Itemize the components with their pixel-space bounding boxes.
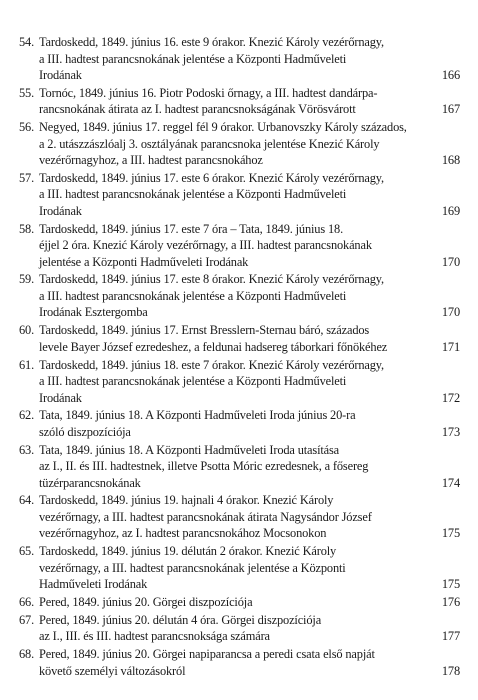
page-number: 168: [441, 153, 460, 168]
page-number: 169: [441, 203, 460, 218]
page-number: 175: [441, 526, 460, 541]
entry-line: Tornóc, 1849. június 16. Piotr Podoski őrnagy, a III. hadtest dandárpa-: [39, 85, 378, 100]
page-number: 166: [441, 68, 460, 82]
entry-line: Negyed, 1849. június 17. reggel fél 9 órakor. Urbanovszky Károly százados,: [39, 120, 407, 135]
entry-number: 68.: [19, 647, 35, 662]
entry-line: vezérőrnagy, a III. hadtest parancsnokának átirata Nagysándor József: [39, 509, 372, 524]
entry-number: 62.: [19, 408, 35, 423]
page-number: 178: [441, 663, 460, 678]
toc-entry: [19, 594, 460, 611]
page-number: 170: [441, 254, 460, 269]
toc-entry: [19, 322, 460, 355]
toc-entry: [19, 221, 460, 271]
entry-number: 55.: [19, 85, 35, 100]
entry-text: [19, 271, 460, 321]
toc-entry: [19, 612, 460, 645]
page-number: 171: [441, 339, 460, 354]
entry-text: [19, 85, 460, 118]
entry-line: rancsnokának átirata az I. hadtest parancsnokságának Vörösvárott: [39, 102, 356, 117]
entry-line: Tardoskedd, 1849. június 17. este 8 órakor. Knezić Károly vezérőrnagy,: [39, 272, 384, 287]
toc-entry: [19, 271, 460, 321]
entry-line: az I., III. és III. hadtest parancsnoksága számára: [39, 629, 270, 644]
entry-line: Tardoskedd, 1849. június 17. este 6 órakor. Knezić Károly vezérőrnagy,: [39, 170, 384, 185]
entry-line: Pered, 1849. június 20. délután 4 óra. Görgei diszpozíciója: [39, 612, 322, 627]
toc-entry: [19, 119, 460, 169]
entry-text: [19, 357, 460, 407]
entry-line: Tardoskedd, 1849. június 17. este 7 óra – Tata, 1849. június 18.: [39, 221, 344, 236]
entry-line: Hadműveleti Irodának: [39, 577, 148, 592]
page-number: 170: [441, 305, 460, 320]
entry-line: Irodának: [39, 68, 82, 82]
entry-line: a III. hadtest parancsnokának jelentése a Központi Hadműveleti: [39, 374, 347, 389]
entry-line: Tardoskedd, 1849. június 17. Ernst Bresslern-Sternau báró, százados: [39, 323, 370, 338]
table-of-contents: [19, 34, 460, 680]
entry-line: Tardoskedd, 1849. június 19. hajnali 4 órakor. Knezić Károly: [39, 493, 334, 508]
entry-number: 64.: [19, 493, 35, 508]
toc-entry: [19, 34, 460, 84]
entry-number: 54.: [19, 35, 35, 49]
toc-entry: [19, 442, 460, 492]
page-number: 174: [441, 475, 460, 490]
entry-line: Tata, 1849. június 18. A Központi Hadműveleti Iroda utasítása: [39, 442, 340, 457]
entry-line: követő személyi változásokról: [39, 663, 186, 678]
entry-text: [19, 170, 460, 220]
entry-number: 59.: [19, 272, 35, 287]
entry-line: Irodának Esztergomba: [39, 305, 148, 320]
entry-number: 63.: [19, 442, 35, 457]
entry-text: [19, 221, 460, 271]
entry-line: Irodának: [39, 203, 82, 218]
entry-number: 60.: [19, 323, 35, 338]
entry-line: az I., II. és III. hadtestnek, illetve Psotta Móric ezredesnek, a fősereg: [39, 459, 369, 474]
entry-text: [19, 407, 460, 440]
entry-line: Irodának: [39, 390, 82, 405]
entry-line: a 2. utászzászlóalj 3. osztályának parancsnoka jelentése Knezić Károly: [39, 136, 380, 151]
entry-number: 66.: [19, 595, 35, 610]
entry-text: [19, 646, 460, 679]
entry-text: [19, 492, 460, 542]
entry-line: Pered, 1849. június 20. Görgei napiparancsa a peredi csata első napját: [39, 647, 375, 662]
entry-line: vezérőrnagy, a III. hadtest parancsnokának jelentése a Központi: [39, 560, 346, 575]
entry-line: tüzérparancsnokának: [39, 475, 141, 490]
entry-line: jelentése a Központi Hadműveleti Irodának: [39, 254, 249, 269]
entry-text: [19, 119, 460, 169]
entry-line: vezérőrnagyhoz, az I. hadtest parancsnokához Mocsonokon: [39, 526, 327, 541]
entry-text: [19, 612, 460, 645]
entry-text: [19, 322, 460, 355]
toc-entry: [19, 492, 460, 542]
entry-number: 67.: [19, 612, 35, 627]
entry-line: Tardoskedd, 1849. június 16. este 9 órakor. Knezić Károly vezérőrnagy,: [39, 35, 384, 49]
toc-entry: [19, 543, 460, 593]
entry-number: 56.: [19, 120, 35, 135]
page-number: 177: [441, 629, 460, 644]
entry-text: [19, 442, 460, 492]
entry-line: Tardoskedd, 1849. június 18. este 7 órakor. Knezić Károly vezérőrnagy,: [39, 357, 384, 372]
toc-entry: [19, 357, 460, 407]
toc-entry: [19, 170, 460, 220]
page-number: 167: [441, 102, 460, 117]
entry-number: 58.: [19, 221, 35, 236]
toc-entry: [19, 407, 460, 440]
entry-text: [19, 594, 460, 611]
toc-entry: [19, 646, 460, 679]
entry-line: éjjel 2 óra. Knezić Károly vezérőrnagy, a III. hadtest parancsnokának: [39, 238, 372, 253]
entry-line: vezérőrnagyhoz, a III. hadtest parancsnokához: [39, 153, 263, 168]
entry-line: Tardoskedd, 1849. június 19. délután 2 órakor. Knezić Károly: [39, 544, 337, 559]
entry-line: a III. hadtest parancsnokának jelentése a Központi Hadműveleti: [39, 187, 347, 202]
entry-number: 57.: [19, 170, 35, 185]
entry-line: a III. hadtest parancsnokának jelentése a Központi Hadműveleti: [39, 51, 347, 66]
entry-line: Pered, 1849. június 20. Görgei diszpozíciója: [39, 595, 253, 610]
entry-text: [19, 543, 460, 593]
page-number: 176: [441, 595, 460, 610]
page-number: 172: [441, 390, 460, 405]
page-number: 173: [441, 424, 460, 439]
entry-text: [19, 34, 460, 84]
entry-line: levele Bayer József ezredeshez, a feldunai hadsereg táborkari főnökéhez: [39, 339, 388, 354]
page-number: 175: [441, 577, 460, 592]
entry-line: szóló diszpozíciója: [39, 424, 131, 439]
entry-line: Tata, 1849. június 18. A Központi Hadműveleti Iroda június 20-ra: [39, 408, 356, 423]
entry-number: 61.: [19, 357, 35, 372]
entry-line: a III. hadtest parancsnokának jelentése a Központi Hadműveleti: [39, 288, 347, 303]
toc-entry: [19, 85, 460, 118]
entry-number: 65.: [19, 544, 35, 559]
